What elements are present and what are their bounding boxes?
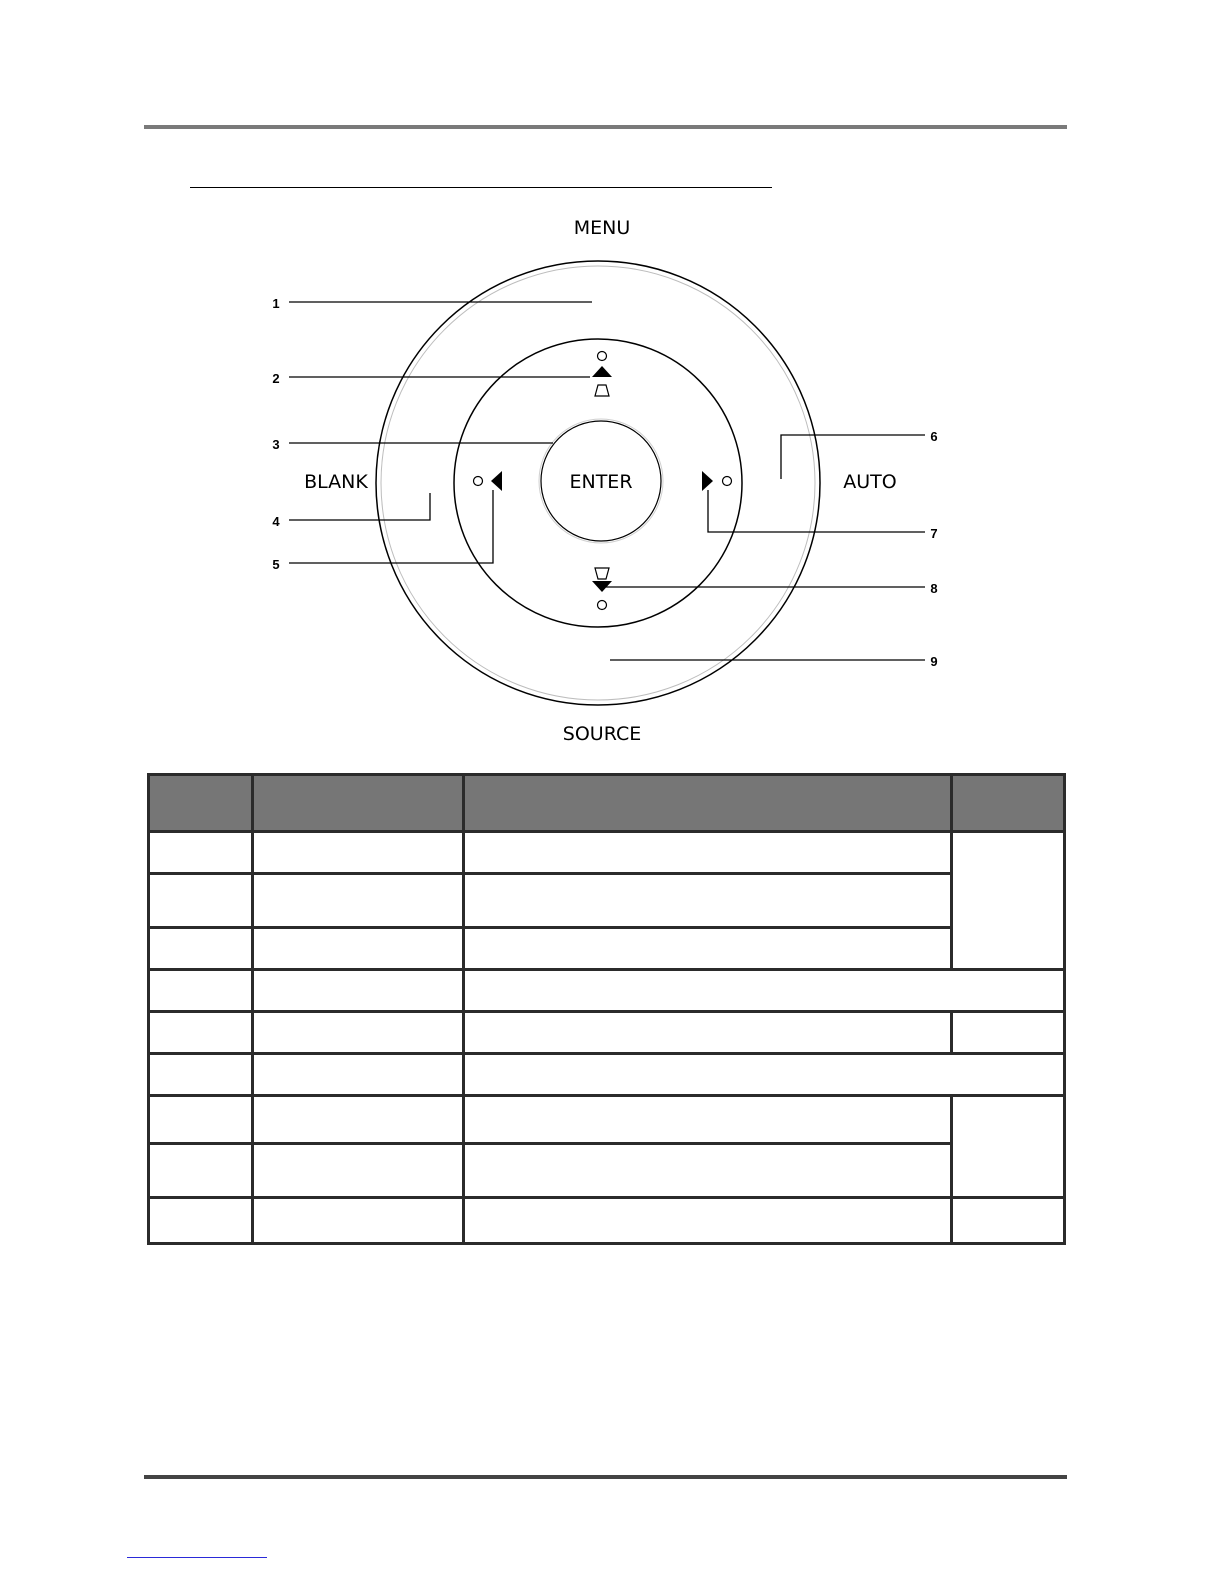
- table-cell: [464, 1054, 1065, 1096]
- table-cell: [253, 1012, 464, 1054]
- auto-label: AUTO: [843, 471, 897, 493]
- table-row: [149, 1012, 1065, 1054]
- table-cell: [253, 970, 464, 1012]
- up-keystone-button[interactable]: [592, 352, 612, 397]
- callout-5: 5: [272, 557, 280, 572]
- table-cell: [149, 928, 253, 970]
- table-header-row: [149, 775, 1065, 832]
- callout-6: 6: [930, 429, 938, 444]
- table-cell: [464, 874, 952, 928]
- table-cell: [464, 1198, 952, 1244]
- table-cell: [149, 1144, 253, 1198]
- table-cell: [149, 874, 253, 928]
- table-row: [149, 1096, 1065, 1144]
- table-cell: [149, 832, 253, 874]
- table-cell: [464, 1012, 952, 1054]
- header-cell-2: [253, 775, 464, 832]
- callout-9: 9: [930, 654, 938, 669]
- callout-2: 2: [272, 371, 280, 386]
- table-cell: [952, 1012, 1065, 1054]
- menu-label: MENU: [573, 217, 631, 239]
- left-arrow-button[interactable]: [474, 471, 503, 491]
- footer-link-underline[interactable]: [127, 1557, 267, 1558]
- callout-3: 3: [272, 437, 280, 452]
- right-arrow-icon: [702, 471, 713, 491]
- table-cell: [464, 1144, 952, 1198]
- keypad-function-table: [147, 773, 1066, 1245]
- table-cell: [149, 970, 253, 1012]
- callout-8: 8: [930, 581, 938, 596]
- table-cell: [253, 928, 464, 970]
- table-row: [149, 928, 1065, 970]
- header-cell-4: [952, 775, 1065, 832]
- blank-label: BLANK: [304, 471, 368, 493]
- keystone-down-icon: [595, 568, 609, 579]
- left-arrow-icon: [491, 471, 502, 491]
- table-cell: [253, 1054, 464, 1096]
- table-cell: [253, 1144, 464, 1198]
- enter-label: ENTER: [569, 471, 633, 493]
- table-row: [149, 1054, 1065, 1096]
- table-cell: [464, 970, 1065, 1012]
- up-arrow-icon: [592, 366, 612, 377]
- table-cell: [253, 1096, 464, 1144]
- leader-4: [289, 493, 430, 520]
- right-indicator-icon: [723, 477, 732, 486]
- table-cell: [253, 832, 464, 874]
- table-row: [149, 874, 1065, 928]
- callout-7: 7: [930, 526, 938, 541]
- table-cell: [149, 1054, 253, 1096]
- down-keystone-button[interactable]: [592, 568, 612, 610]
- keypad-diagram: [0, 0, 1225, 760]
- table-row: [149, 970, 1065, 1012]
- header-cell-1: [149, 775, 253, 832]
- right-arrow-button[interactable]: [702, 471, 732, 491]
- table-cell: [464, 928, 952, 970]
- table-cell: [149, 1198, 253, 1244]
- table-cell: [149, 1096, 253, 1144]
- table-row: [149, 832, 1065, 874]
- table-row: [149, 1144, 1065, 1198]
- table-cell: [149, 1012, 253, 1054]
- callout-4: 4: [272, 514, 280, 529]
- callout-1: 1: [272, 296, 280, 311]
- table-cell: [253, 874, 464, 928]
- table-cell: [952, 832, 1065, 970]
- table-cell: [464, 1096, 952, 1144]
- source-label: SOURCE: [562, 723, 642, 745]
- header-cell-3: [464, 775, 952, 832]
- up-indicator-icon: [598, 352, 607, 361]
- table-cell: [952, 1096, 1065, 1198]
- table-row: [149, 1198, 1065, 1244]
- leader-5: [289, 490, 493, 563]
- table-cell: [464, 832, 952, 874]
- table-cell: [253, 1198, 464, 1244]
- table-cell: [952, 1198, 1065, 1244]
- down-indicator-icon: [598, 601, 607, 610]
- left-indicator-icon: [474, 477, 483, 486]
- keystone-up-icon: [595, 385, 609, 396]
- footer-rule: [144, 1475, 1067, 1479]
